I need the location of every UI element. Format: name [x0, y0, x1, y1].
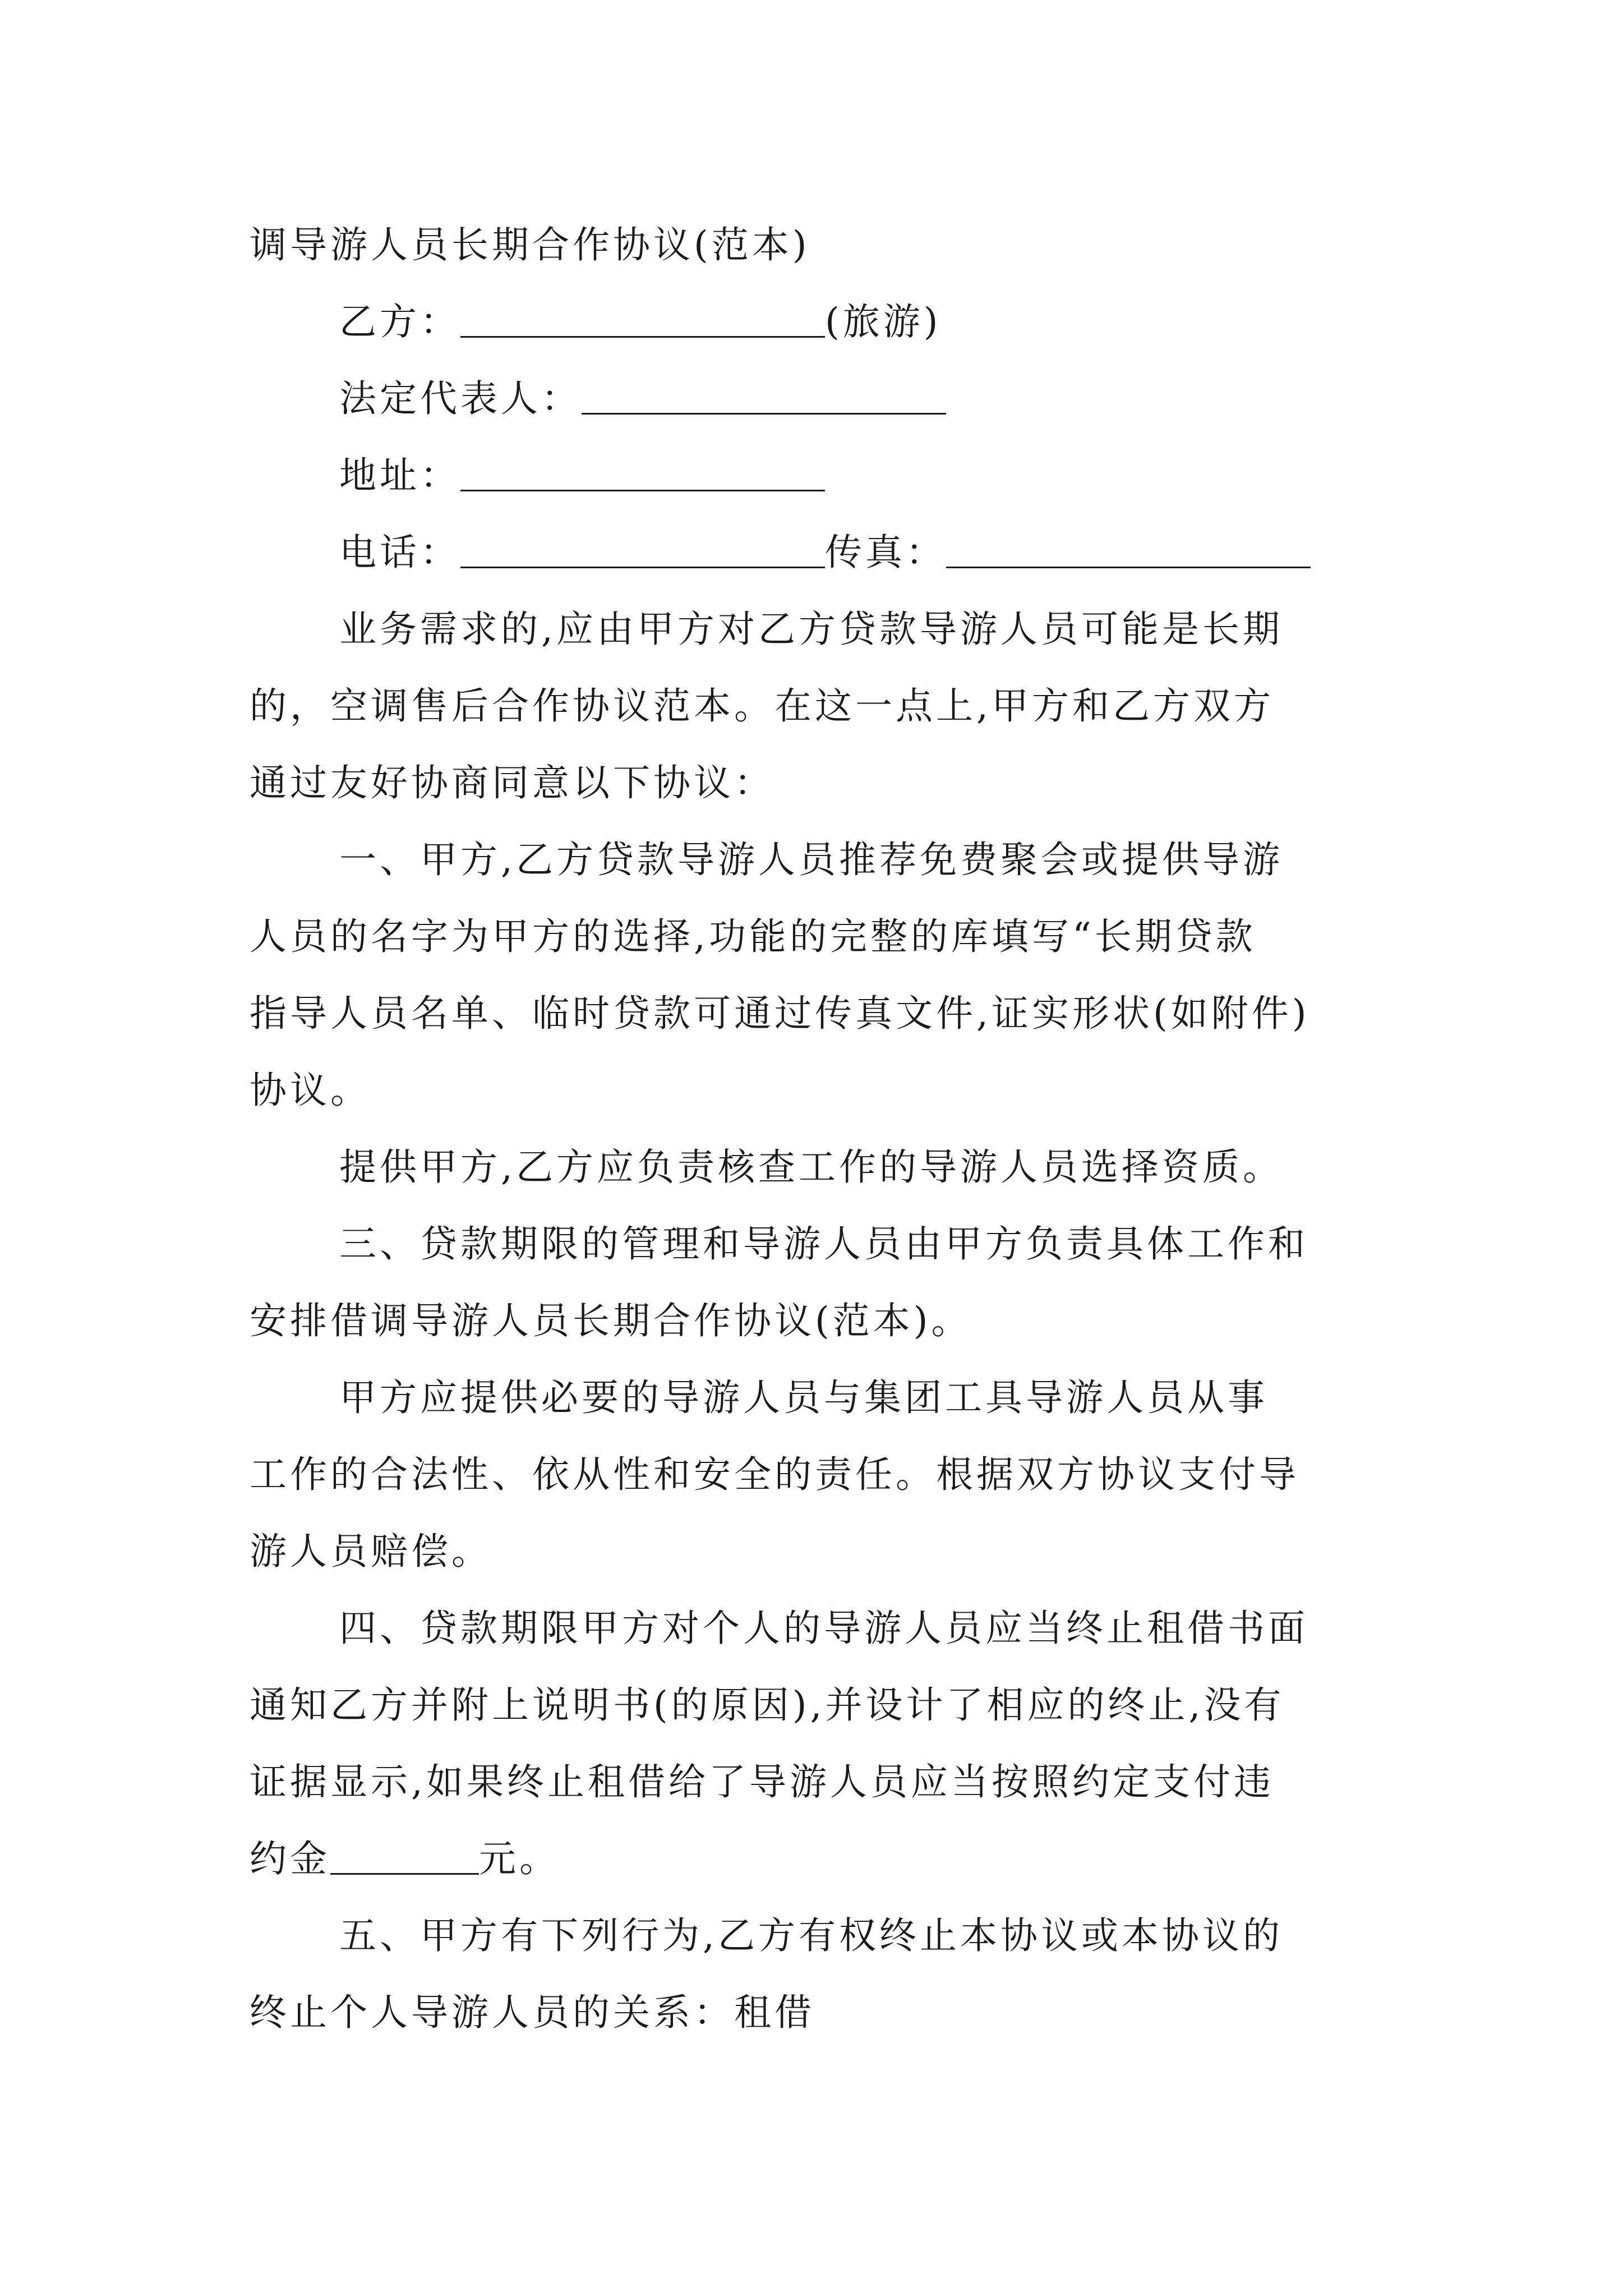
intro-line-3: 通过友好协商同意以下协议： — [250, 761, 774, 804]
clause-3-line-2: 安排借调导游人员长期合作协议(范本)。 — [250, 1299, 972, 1342]
clause-1-line-4: 协议。 — [250, 1069, 371, 1112]
phone-label: 电话： — [339, 531, 460, 574]
clause-4-line-1: 四、贷款期限甲方对个人的导游人员应当终止租借书面 — [339, 1607, 1308, 1650]
phone-blank[interactable] — [460, 533, 825, 568]
clause-3b-line-3: 游人员赔偿。 — [250, 1530, 492, 1573]
clause-3b-line-1: 甲方应提供必要的导游人员与集团工具导游人员从事 — [339, 1376, 1268, 1419]
clause-5-line-1: 五、甲方有下列行为,乙方有权终止本协议或本协议的 — [339, 1914, 1283, 1957]
clause-4-line-3: 证据显示,如果终止租借给了导游人员应当按照约定支付违 — [250, 1760, 1274, 1803]
intro-line-2: 的，空调售后合作协议范本。在这一点上,甲方和乙方双方 — [250, 684, 1274, 728]
party-b-line — [250, 283, 1377, 360]
penalty-blank[interactable] — [330, 1839, 479, 1875]
party-b-label: 乙方： — [339, 300, 460, 343]
legal-rep-label: 法定代表人： — [339, 377, 582, 420]
fax-label: 传真： — [825, 531, 946, 574]
phone-fax-line — [250, 514, 1377, 591]
legal-rep-line — [250, 360, 1377, 437]
party-b-blank[interactable] — [460, 302, 825, 338]
clause-1-line-3: 指导人员名单、临时贷款可通过传真文件,证实形状(如附件) — [250, 992, 1310, 1035]
clause-1-line-2: 人员的名字为甲方的选择,功能的完整的库填写“长期贷款 — [250, 915, 1256, 958]
address-blank[interactable] — [460, 456, 825, 491]
document-title: 调导游人员长期合作协议(范本) — [250, 223, 810, 266]
clause-2-line-1: 提供甲方,乙方应负责核查工作的导游人员选择资质。 — [339, 1145, 1283, 1189]
clause-3b-line-2: 工作的合法性、依从性和安全的责任。根据双方协议支付导 — [250, 1453, 1299, 1496]
clause-4-line-2: 通知乙方并附上说明书(的原因),并设计了相应的终止,没有 — [250, 1683, 1285, 1727]
address-label: 地址： — [339, 454, 460, 497]
fax-blank[interactable] — [946, 533, 1311, 568]
address-line — [250, 437, 1377, 514]
penalty-suffix: 元。 — [479, 1837, 560, 1880]
penalty-line — [250, 1820, 1377, 1897]
party-b-suffix: (旅游) — [825, 300, 942, 343]
clause-1-line-1: 一、甲方,乙方贷款导游人员推荐免费聚会或提供导游 — [339, 838, 1283, 881]
intro-line-1: 业务需求的,应由甲方对乙方贷款导游人员可能是长期 — [339, 608, 1283, 651]
legal-rep-blank[interactable] — [582, 379, 946, 415]
document-body — [250, 206, 1377, 2051]
clause-5-line-2: 终止个人导游人员的关系：租借 — [250, 1991, 815, 2034]
penalty-prefix: 约金 — [250, 1837, 330, 1880]
clause-3-line-1: 三、贷款期限的管理和导游人员由甲方负责具体工作和 — [339, 1222, 1308, 1266]
